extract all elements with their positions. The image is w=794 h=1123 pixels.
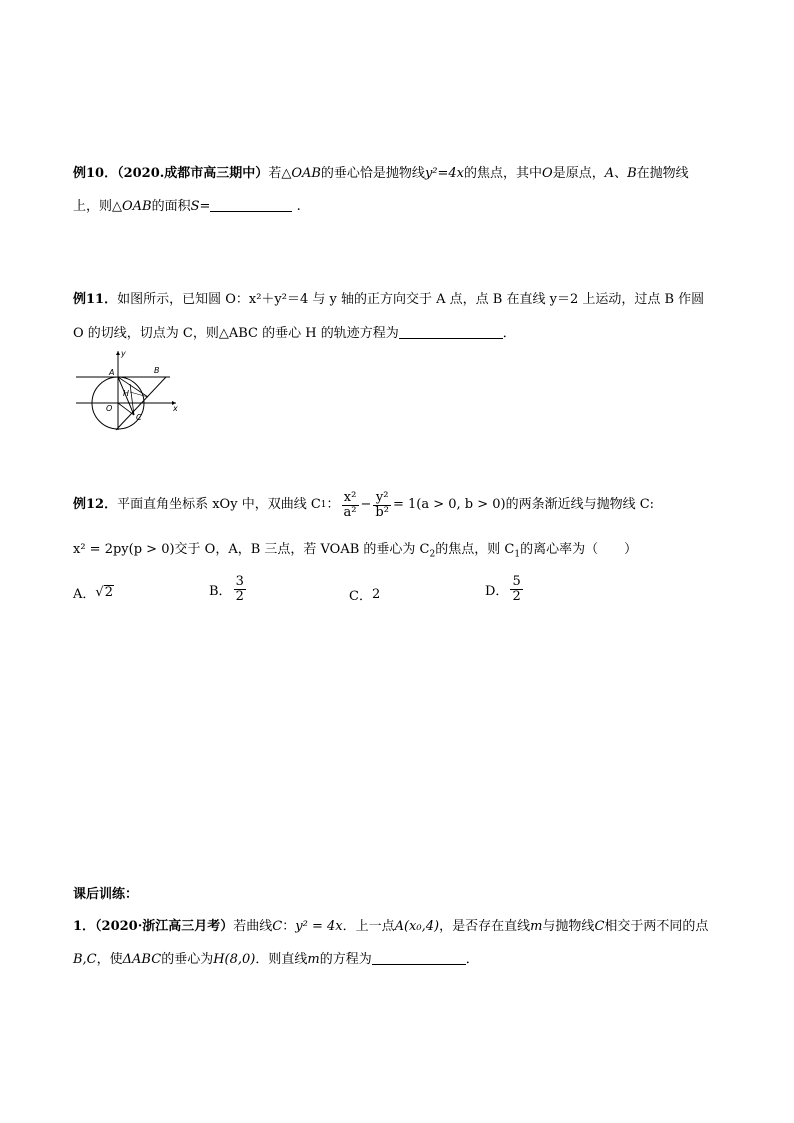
text: 的焦点，则 C: [435, 542, 515, 557]
text: 上，则△: [73, 199, 122, 214]
text: 与抛物线: [542, 919, 595, 934]
var: C: [594, 919, 605, 934]
var: O: [542, 166, 553, 181]
text: 、: [614, 166, 628, 181]
fig-label-x: x: [173, 404, 178, 413]
example-10: [73, 164, 723, 184]
minus-sign: −: [360, 497, 372, 512]
text: ．: [465, 952, 479, 967]
var: m: [307, 952, 320, 967]
subscript: 2: [429, 549, 436, 560]
text: 在抛物线: [636, 166, 689, 181]
denominator: b²: [375, 504, 389, 520]
option-label: B．: [209, 584, 232, 599]
fig-label-o: O: [106, 404, 113, 413]
fraction: [234, 575, 246, 604]
text: 的面积: [151, 199, 191, 214]
var: OAB: [122, 199, 152, 214]
example-12-label: 例12．: [73, 497, 118, 512]
text: 的方程为: [319, 952, 372, 967]
option-value: 2: [371, 587, 381, 602]
option-b[interactable]: [209, 575, 248, 604]
subscript: 1: [320, 500, 327, 510]
subscript: 1: [514, 549, 521, 560]
text: 的焦点，其中: [464, 166, 543, 181]
text: ，是否存在直线: [439, 919, 531, 934]
training-q1: [73, 917, 723, 937]
example-11-line2: [73, 324, 723, 344]
text: ．: [502, 326, 516, 341]
sqrt-expression: [95, 585, 114, 600]
option-label: D．: [485, 584, 509, 599]
denominator: 2: [512, 589, 521, 604]
text: ，使: [96, 952, 123, 967]
option-a[interactable]: [73, 583, 114, 602]
points: B,C: [73, 952, 97, 967]
text: 交于 O，A，B 三点，若 VOAB 的垂心为 C: [174, 542, 430, 557]
example-10-line2: [73, 197, 723, 217]
var: OAB: [291, 166, 321, 181]
fig-label-a: A: [109, 368, 115, 377]
example-11: [73, 290, 723, 310]
text: 若曲线: [233, 919, 273, 934]
text: 平面直角坐标系 xOy 中，双曲线 C: [117, 497, 321, 512]
equation: = 1(a > 0, b > 0): [392, 497, 506, 512]
fig-label-c: C: [136, 413, 142, 422]
answer-blank[interactable]: [372, 952, 466, 965]
point: A(x₀,4): [394, 919, 440, 934]
option-d[interactable]: [485, 575, 525, 604]
equation: x² = 2py(p > 0): [73, 542, 175, 557]
example-11-label: 例11．: [73, 292, 118, 307]
var: A: [604, 166, 615, 181]
text: ：: [282, 919, 296, 934]
text: 若△: [268, 166, 292, 181]
example-10-source: （2020.成都市高三期中）: [117, 166, 269, 181]
equation: y² = 4x: [295, 919, 343, 934]
option-c[interactable]: [349, 585, 380, 604]
text: 如图所示，已知圆 O：x²＋y²＝4 与 y 轴的正方向交于 A 点，点 B 在直线 y＝2 上运动，过点 B 作圆: [117, 292, 705, 307]
text: 的垂心为: [161, 952, 214, 967]
text: 相交于两不同的点: [604, 919, 709, 934]
fraction-y2-b2: [373, 491, 391, 520]
numerator: 3: [235, 574, 244, 589]
point: H(8,0): [213, 952, 256, 967]
training-q1-line2: [73, 950, 723, 970]
text: =: [199, 199, 211, 214]
var: S: [190, 199, 200, 214]
question-number: 1．: [73, 919, 96, 934]
radicand: 2: [104, 585, 113, 600]
fig-label-y: y: [121, 349, 126, 358]
equation: y²=4x: [424, 166, 464, 181]
text: O 的切线，切点为 C，则△ABC 的垂心 H 的轨迹方程为: [73, 326, 399, 341]
text: 是原点，: [552, 166, 605, 181]
var: m: [530, 919, 543, 934]
option-label: C．: [349, 589, 372, 604]
example-12-options: [73, 575, 723, 615]
example-12-line2: [73, 540, 723, 565]
text: ．则直线: [255, 952, 308, 967]
text: .: [296, 199, 301, 214]
fraction-x2-a2: [342, 491, 359, 520]
question-source: （2020·浙江高三月考）: [95, 919, 234, 934]
triangle: ΔABC: [122, 952, 162, 967]
denominator: 2: [235, 589, 244, 604]
example-12: [73, 485, 723, 525]
example-11-figure: [72, 348, 182, 432]
answer-blank[interactable]: [399, 326, 503, 339]
fig-label-b: B: [154, 366, 160, 375]
text: ：: [326, 497, 340, 512]
numerator: y²: [375, 489, 389, 505]
fig-label-h: H: [123, 389, 130, 398]
numerator: x²: [343, 489, 357, 505]
answer-blank[interactable]: [210, 199, 292, 212]
denominator: a²: [343, 504, 357, 520]
var: B: [627, 166, 637, 181]
text: 的两条渐近线与抛物线 C:: [505, 497, 655, 512]
text: ．上一点: [342, 919, 395, 934]
training-heading: 课后训练：: [73, 887, 139, 902]
example-10-label: 例10．: [73, 166, 118, 181]
text: 的离心率为（ ）: [520, 542, 638, 557]
fraction: [510, 575, 522, 604]
text: 的垂心恰是抛物线: [320, 166, 425, 181]
sqrt-sign: √: [95, 585, 104, 600]
var: C: [272, 919, 283, 934]
numerator: 5: [512, 574, 521, 589]
option-label: A．: [73, 587, 96, 602]
